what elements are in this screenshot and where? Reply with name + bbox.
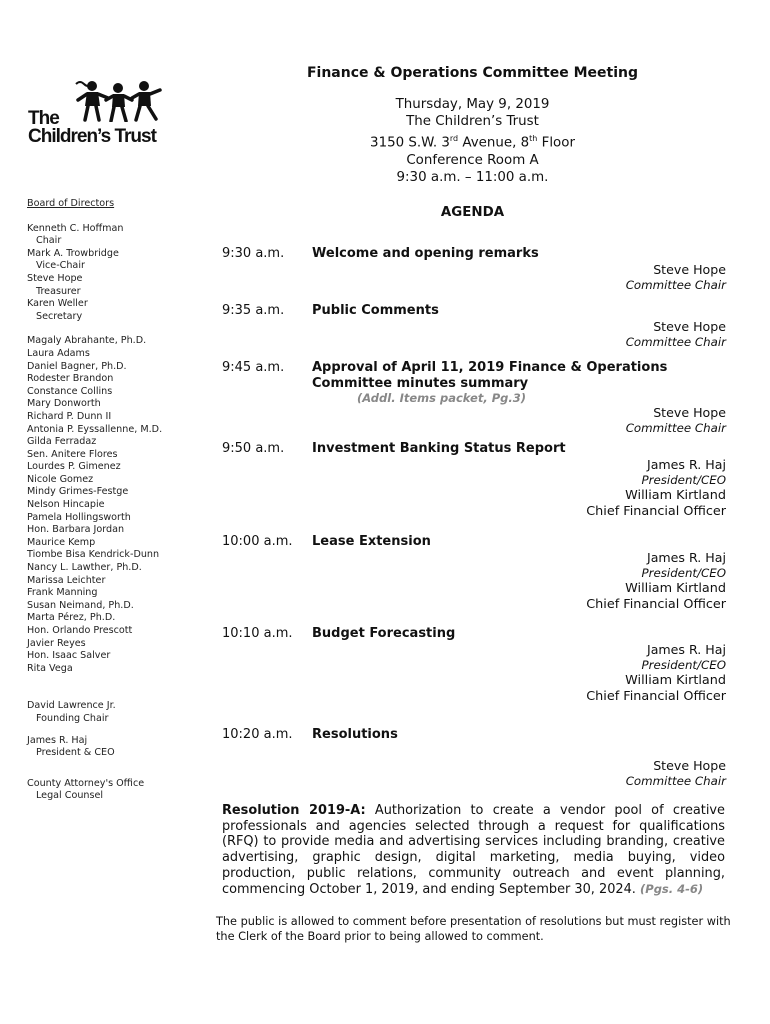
presenters <box>586 457 726 519</box>
member-name: Constance Collins <box>27 385 113 397</box>
agenda-time: 9:30 a.m. <box>222 246 285 261</box>
agenda-heading: AGENDA <box>440 205 505 220</box>
childrens-trust-logo <box>28 76 168 150</box>
member-name: Laura Adams <box>27 347 90 359</box>
agenda-item <box>222 626 726 711</box>
president-role: President & CEO <box>36 747 115 759</box>
presenter-position: Committee Chair <box>625 277 726 292</box>
presenter-position: President/CEO <box>641 472 726 487</box>
member-name: Daniel Bagner, Ph.D. <box>27 360 127 372</box>
agenda-item <box>222 441 726 526</box>
presenter-name: William Kirtland <box>625 673 726 688</box>
agenda-item <box>222 360 726 440</box>
member-name: Javier Reyes <box>27 637 86 649</box>
presenter-position: President/CEO <box>641 565 726 580</box>
legal-counsel-role: Legal Counsel <box>36 790 104 802</box>
agenda-title: Approval of April 11, 2019 Finance & Operations Committee minutes summary <box>312 360 668 391</box>
member-name: Lourdes P. Gimenez <box>27 461 121 473</box>
member-name: Marissa Leichter <box>27 574 106 586</box>
presenter-position: Committee Chair <box>625 420 726 435</box>
presenter-position: Committee Chair <box>625 773 726 788</box>
member-name: Rita Vega <box>27 662 73 674</box>
founding-chair-role: Founding Chair <box>36 712 109 724</box>
resolution-label: Resolution 2019-A: <box>222 803 366 818</box>
agenda-item <box>222 303 726 353</box>
board-of-directors-sidebar <box>27 198 207 803</box>
member-name: Nancy L. Lawther, Ph.D. <box>27 562 142 574</box>
public-comment-note: The public is allowed to comment before presentation of resolutions but must register with the Clerk of the Board prior to being allowed to comment. <box>216 915 731 943</box>
presenter-position: Chief Financial Officer <box>586 503 726 519</box>
resolution-paragraph <box>222 803 725 897</box>
member-name: Sen. Anitere Flores <box>27 448 118 460</box>
member-name: Gilda Ferradaz <box>27 436 97 448</box>
presenters <box>626 405 726 436</box>
agenda-item <box>222 727 726 792</box>
presenter-position: Chief Financial Officer <box>586 596 726 612</box>
officer-role: Treasurer <box>36 285 81 297</box>
member-name: Antonia P. Eyssallenne, M.D. <box>27 423 163 435</box>
member-name: Hon. Isaac Salver <box>27 650 111 662</box>
meeting-date: Thursday, May 9, 2019 <box>395 97 550 112</box>
member-name: Hon. Orlando Prescott <box>27 625 133 636</box>
agenda-time: 10:20 a.m. <box>222 727 293 742</box>
meeting-org: The Children’s Trust <box>406 114 539 130</box>
president-name: James R. Haj <box>27 734 88 746</box>
presenter-name: James R. Haj <box>646 642 726 657</box>
officer-role: Chair <box>36 235 62 247</box>
presenters <box>586 550 726 612</box>
presenter-name: Steve Hope <box>653 758 726 773</box>
officer-name: Karen Weller <box>27 298 88 310</box>
member-name: Nicole Gomez <box>27 473 94 485</box>
officer-name: Mark A. Trowbridge <box>27 247 119 259</box>
meeting-room: Conference Room A <box>406 153 539 169</box>
officer-role: Secretary <box>36 310 83 322</box>
member-name: Magaly Abrahante, Ph.D. <box>27 335 147 347</box>
resolution-pages: (Pgs. 4-6) <box>640 881 704 896</box>
presenter-name: Steve Hope <box>653 262 726 277</box>
officer-list <box>27 223 207 324</box>
presenters <box>626 262 726 293</box>
officer-name: Kenneth C. Hoffman <box>27 222 124 234</box>
presenter-name: Steve Hope <box>653 319 726 334</box>
agenda-time: 10:10 a.m. <box>222 626 293 641</box>
board-heading: Board of Directors <box>27 198 115 209</box>
presenters <box>626 319 726 350</box>
logo-line-2: Children’s Trust <box>28 126 156 147</box>
member-name: Rodester Brandon <box>27 373 114 385</box>
agenda-time: 9:45 a.m. <box>222 360 285 375</box>
member-name: Frank Manning <box>27 587 98 599</box>
agenda-title: Lease Extension <box>312 534 431 549</box>
officer-name: Steve Hope <box>27 272 83 284</box>
agenda-title: Resolutions <box>312 727 398 742</box>
member-name: Hon. Barbara Jordan <box>27 524 125 536</box>
agenda-item <box>222 534 726 619</box>
member-name: Mindy Grimes-Festge <box>27 486 129 498</box>
member-name: Richard P. Dunn II <box>27 410 112 422</box>
logo-wordmark <box>28 110 156 146</box>
officer-role: Vice-Chair <box>36 260 85 272</box>
meeting-title: Finance & Operations Committee Meeting <box>306 65 639 81</box>
agenda-title: Investment Banking Status Report <box>312 441 566 456</box>
agenda-time: 9:50 a.m. <box>222 441 285 456</box>
member-name: Pamela Hollingsworth <box>27 511 131 523</box>
resolution-text: Authorization to create a vendor pool of creative professionals and agencies selected through a request for qualifications (RFQ) to provide media and advertising services including branding, creative advertising, graphic design, digital marketing, media buying, video production, public relations, community outreach and event planning, commencing October 1, 2019, and ending September 30, 2024. <box>222 803 725 897</box>
agenda-title: Public Comments <box>312 303 439 318</box>
agenda-time: 10:00 a.m. <box>222 534 293 549</box>
meeting-time: 9:30 a.m. – 11:00 a.m. <box>396 170 549 186</box>
presenter-name: Steve Hope <box>653 405 726 420</box>
member-name: Maurice Kemp <box>27 536 96 548</box>
agenda-time: 9:35 a.m. <box>222 303 285 318</box>
founding-chair-name: David Lawrence Jr. <box>27 700 116 712</box>
meeting-details <box>270 96 675 186</box>
legal-counsel-name: County Attorney's Office <box>27 777 145 789</box>
member-name: Mary Donworth <box>27 398 101 410</box>
presenter-name: William Kirtland <box>625 488 726 503</box>
member-name: Nelson Hincapie <box>27 499 105 511</box>
packet-note: (Addl. Items packet, Pg.3) <box>357 391 526 405</box>
presenter-name: James R. Haj <box>646 457 726 472</box>
presenters <box>626 758 726 789</box>
presenter-position: Committee Chair <box>625 334 726 349</box>
presenter-name: James R. Haj <box>646 550 726 565</box>
presenter-position: President/CEO <box>641 657 726 672</box>
meeting-address: 3150 S.W. 3rd Avenue, 8th Floor <box>370 134 575 151</box>
agenda-item <box>222 246 726 296</box>
presenter-name: William Kirtland <box>625 581 726 596</box>
member-name: Susan Neimand, Ph.D. <box>27 599 134 611</box>
presenter-position: Chief Financial Officer <box>586 688 726 704</box>
logo-line-1: The <box>28 108 59 129</box>
member-list <box>27 335 207 675</box>
agenda-title: Budget Forecasting <box>312 626 456 641</box>
presenters <box>586 642 726 704</box>
member-name: Tiombe Bisa Kendrick-Dunn <box>27 549 160 561</box>
agenda-title: Welcome and opening remarks <box>312 246 539 261</box>
member-name: Marta Pérez, Ph.D. <box>27 612 116 624</box>
